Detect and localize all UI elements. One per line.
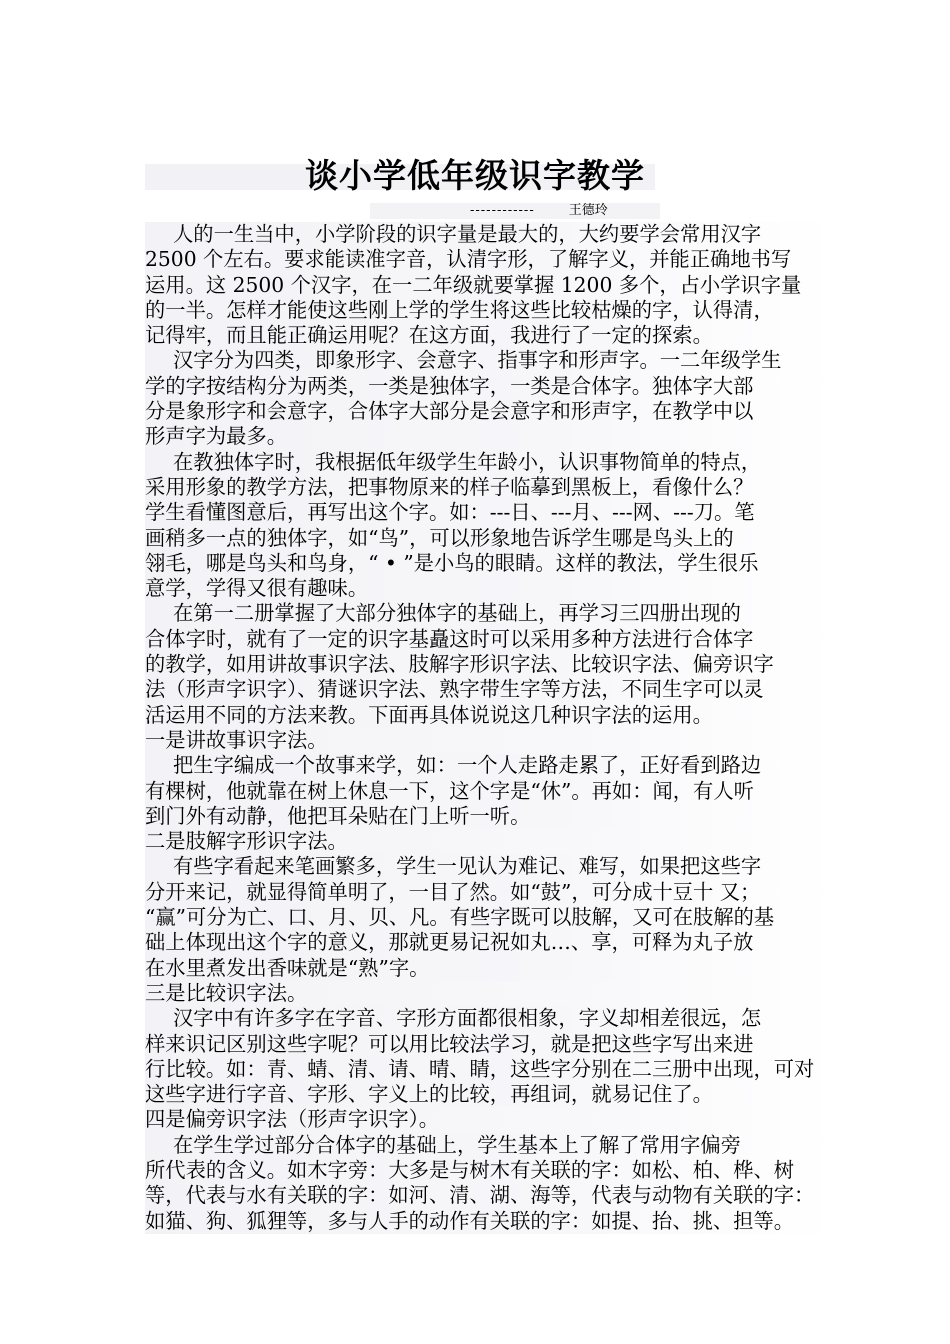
text-line: 记得牢，而且能正确运用呢？在这方面，我进行了一定的探索。 bbox=[145, 323, 833, 348]
text-line: 样来识记区别这些字呢？可以用比较法学习，就是把这些字写出来进 bbox=[145, 1032, 833, 1057]
text-line: 学生看懂图意后，再写出这个字。如：---日、---月、---网、---刀。笔 bbox=[145, 500, 833, 525]
text-line: 的教学，如用讲故事识字法、肢解字形识字法、比较识字法、偏旁识字 bbox=[145, 652, 833, 677]
text-line: 意学，学得又很有趣味。 bbox=[145, 576, 833, 601]
article-body bbox=[145, 222, 833, 1234]
text-line: 这些字进行字音、字形、字义上的比较，再组词，就易记住了。 bbox=[145, 1082, 833, 1107]
author-name: 王德玲 bbox=[568, 203, 608, 218]
text-line: 等，代表与水有关联的字：如河、清、湖、海等，代表与动物有关联的字： bbox=[145, 1183, 833, 1208]
text-line: 人的一生当中，小学阶段的识字量是最大的，大约要学会常用汉字 bbox=[145, 222, 833, 247]
text-line: 采用形象的教学方法，把事物原来的样子临摹到黑板上，看像什么？ bbox=[145, 475, 833, 500]
text-line: 在第一二册掌握了大部分独体字的基础上，再学习三四册出现的 bbox=[145, 601, 833, 626]
section-heading-line: 二是肢解字形识字法。 bbox=[145, 829, 833, 854]
text-line: 分开来记，就显得简单明了，一目了然。如“鼓”，可分成十豆十 又； bbox=[145, 880, 833, 905]
text-line: 活运用不同的方法来教。下面再具体说说这几种识字法的运用。 bbox=[145, 703, 833, 728]
text-line: 汉字中有许多字在字音、字形方面都很相象，字义却相差很远，怎 bbox=[145, 1006, 833, 1031]
text-line: 到门外有动静，他把耳朵贴在门上听一听。 bbox=[145, 804, 833, 829]
text-line: 法（形声字识字）、猜谜识字法、熟字带生字等方法，不同生字可以灵 bbox=[145, 677, 833, 702]
text-line: 有棵树，他就靠在树上休息一下，这个字是“休”。再如：闻，有人听 bbox=[145, 779, 833, 804]
text-line: 学的字按结构分为两类，一类是独体字，一类是合体字。独体字大部 bbox=[145, 374, 833, 399]
text-line: 有些字看起来笔画繁多，学生一见认为难记、难写，如果把这些字 bbox=[145, 854, 833, 879]
author-line bbox=[470, 201, 608, 221]
text-line: 在教独体字时，我根据低年级学生年龄小，认识事物简单的特点， bbox=[145, 450, 833, 475]
text-line: 2500 个左右。要求能读准字音，认清字形，了解字义，并能正确地书写 bbox=[145, 247, 833, 272]
text-line: 把生字编成一个故事来学，如：一个人走路走累了，正好看到路边 bbox=[145, 753, 833, 778]
text-line: 的一半。怎样才能使这些刚上学的学生将这些比较枯燥的字，认得清， bbox=[145, 298, 833, 323]
text-line: 画稍多一点的独体字，如“鸟”，可以形象地告诉学生哪是鸟头上的 bbox=[145, 526, 833, 551]
text-line: 所代表的含义。如木字旁：大多是与树木有关联的字：如松、柏、桦、树 bbox=[145, 1158, 833, 1183]
author-dashes: ------------ bbox=[470, 203, 535, 218]
text-line: “赢”可分为亡、口、月、贝、凡。有些字既可以肢解，又可在肢解的基 bbox=[145, 905, 833, 930]
text-line: 础上体现出这个字的意义，那就更易记祝如丸…、享，可释为丸子放 bbox=[145, 930, 833, 955]
section-heading-line: 三是比较识字法。 bbox=[145, 981, 833, 1006]
text-line: 在水里煮发出香味就是“熟”字。 bbox=[145, 956, 833, 981]
text-line: 合体字时，就有了一定的识字基矗这时可以采用多种方法进行合体字 bbox=[145, 627, 833, 652]
text-line: 分是象形字和会意字，合体字大部分是会意字和形声字，在教学中以 bbox=[145, 399, 833, 424]
text-line: 在学生学过部分合体字的基础上，学生基本上了解了常用字偏旁 bbox=[145, 1133, 833, 1158]
text-line: 运用。这 2500 个汉字，在一二年级就要掌握 1200 多个，占小学识字量 bbox=[145, 273, 833, 298]
page-title: 谈小学低年级识字教学 bbox=[305, 156, 645, 195]
text-line: 翎毛，哪是鸟头和鸟身，“ • ”是小鸟的眼睛。这样的教法，学生很乐 bbox=[145, 551, 833, 576]
section-heading-line: 一是讲故事识字法。 bbox=[145, 728, 833, 753]
text-line: 行比较。如：青、蜻、清、请、晴、睛，这些字分别在二三册中出现，可对 bbox=[145, 1057, 833, 1082]
text-line: 形声字为最多。 bbox=[145, 424, 833, 449]
text-line: 汉字分为四类，即象形字、会意字、指事字和形声字。一二年级学生 bbox=[145, 348, 833, 373]
text-line: 如猫、狗、狐狸等，多与人手的动作有关联的字：如提、抬、挑、担等。 bbox=[145, 1209, 833, 1234]
section-heading-line: 四是偏旁识字法（形声字识字）。 bbox=[145, 1107, 833, 1132]
